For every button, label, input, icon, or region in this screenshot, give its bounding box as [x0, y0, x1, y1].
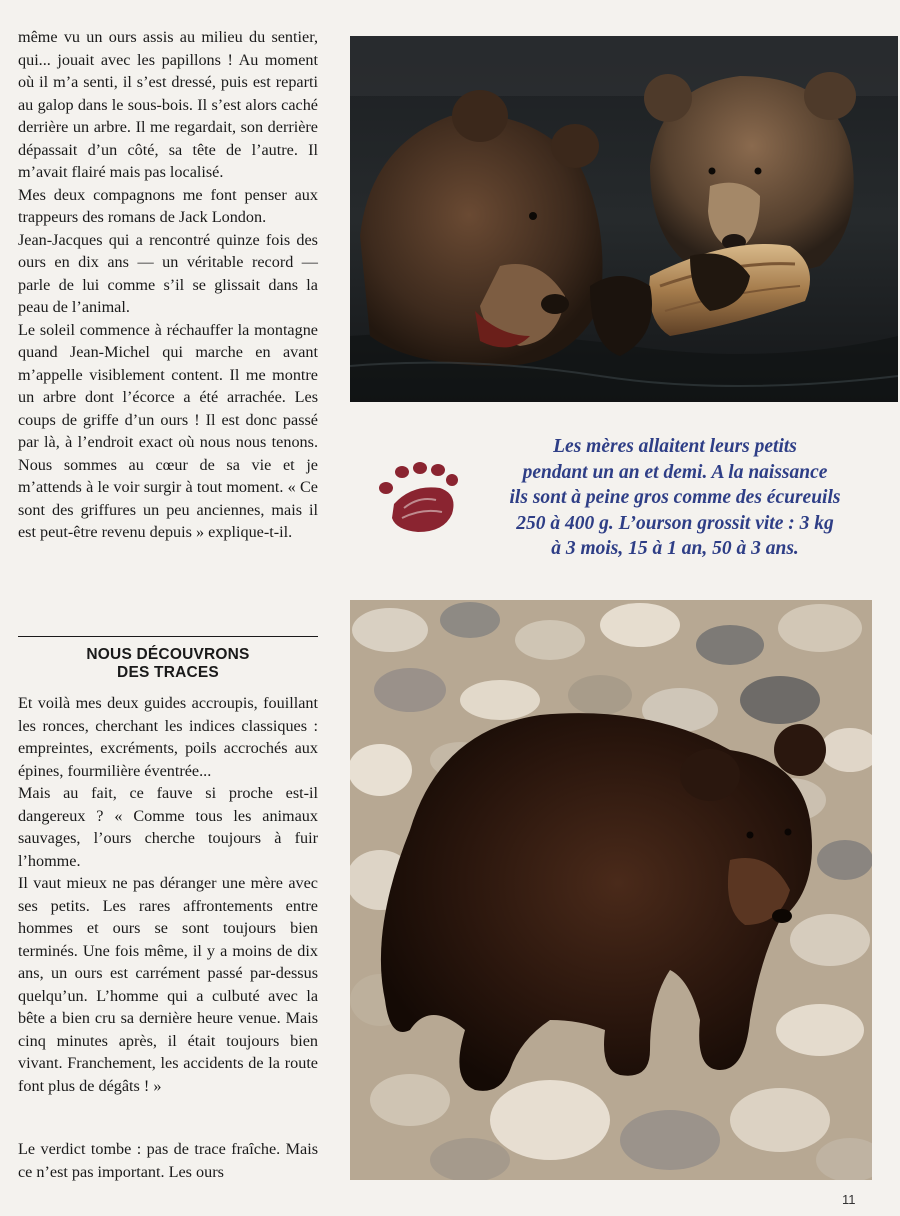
page-number: 11	[842, 1192, 856, 1207]
text-column-bottom	[18, 1138, 318, 1183]
caption-line: ils sont à peine gros comme des écureuils	[509, 487, 841, 508]
section-divider	[18, 636, 318, 637]
paragraph: Et voilà mes deux guides accroupis, fouillant les ronces, cherchant les indices classiques : empreintes, excréments, poils accrochés aux épines, fourmilière éventrée...	[18, 694, 318, 780]
paragraph: Jean-Jacques qui a rencontré quinze fois des ours en dix ans — un véritable record — parle de lui comme s’il se glissait dans la peau de l’animal.	[18, 230, 318, 316]
photo-bear-cub	[350, 600, 872, 1180]
text-column-middle	[18, 692, 318, 1097]
paragraph: même vu un ours assis au milieu du sentier, qui... jouait avec les papillons ! Au moment où il m’a senti, il s’est dressé, puis est reparti au galop dans le sous-bois. Il s’est alors caché derrière un arbre. Il me regardait, son derrière dépassait d’un côté, sa tête de l’autre. Il m’avait flairé mais pas localisé.	[18, 28, 318, 181]
paragraph: Mes deux compagnons me font penser aux trappeurs des romans de Jack London.	[18, 185, 318, 226]
bears-in-water-image	[350, 36, 898, 402]
paragraph: Mais au fait, ce fauve si proche est-il dangereux ? « Comme tous les animaux sauvages, l’ours cherche toujours à fuir l’homme.	[18, 784, 318, 870]
paragraph: Le soleil commence à réchauffer la montagne quand Jean-Michel qui marche en avant m’appelle visiblement content. Il me montre un arbre dont l’écorce a été arrachée. Les coups de griffe d’un ours ! Il est donc passé par là, à l’endroit exact où nous nous tenons. Nous sommes au cœur de sa vie et je m’attends à le voir surgir à tout moment. « Ce sont des griffures un peu anciennes, mais il est peut-être revenu depuis » explique-t-il.	[18, 320, 318, 541]
heading-line: NOUS DÉCOUVRONS	[86, 646, 250, 663]
caption-line: Les mères allaitent leurs petits	[553, 436, 797, 457]
paragraph: Il vaut mieux ne pas déranger une mère avec ses petits. Les rares affrontements entre hommes et ours se sont toujours bien terminés. Une fois même, il y a moins de dix ans, un ours est carrément passé par-dessus quelqu’un. L’homme qui a culbuté avec la bête a bien cru sa dernière heure venue. Mais cinq minutes après, il était toujours bien vivant. Franchement, les accidents de la route font plus de dégâts ! »	[18, 874, 318, 1095]
caption-line: à 3 mois, 15 à 1 an, 50 à 3 ans.	[551, 538, 799, 559]
caption-line: pendant un an et demi. A la naissance	[522, 461, 828, 483]
paw-print-icon	[374, 458, 458, 536]
photo-two-bears	[350, 36, 898, 402]
bear-cub-on-rocks-image	[350, 600, 872, 1180]
caption-line: 250 à 400 g. L’ourson grossit vite : 3 kg	[516, 512, 834, 534]
text-column-top	[18, 26, 318, 544]
heading-line: DES TRACES	[117, 664, 219, 681]
photo-caption	[465, 434, 885, 562]
section-heading	[18, 646, 318, 682]
paragraph: Le verdict tombe : pas de trace fraîche. Mais ce n’est pas important. Les ours	[18, 1140, 318, 1181]
